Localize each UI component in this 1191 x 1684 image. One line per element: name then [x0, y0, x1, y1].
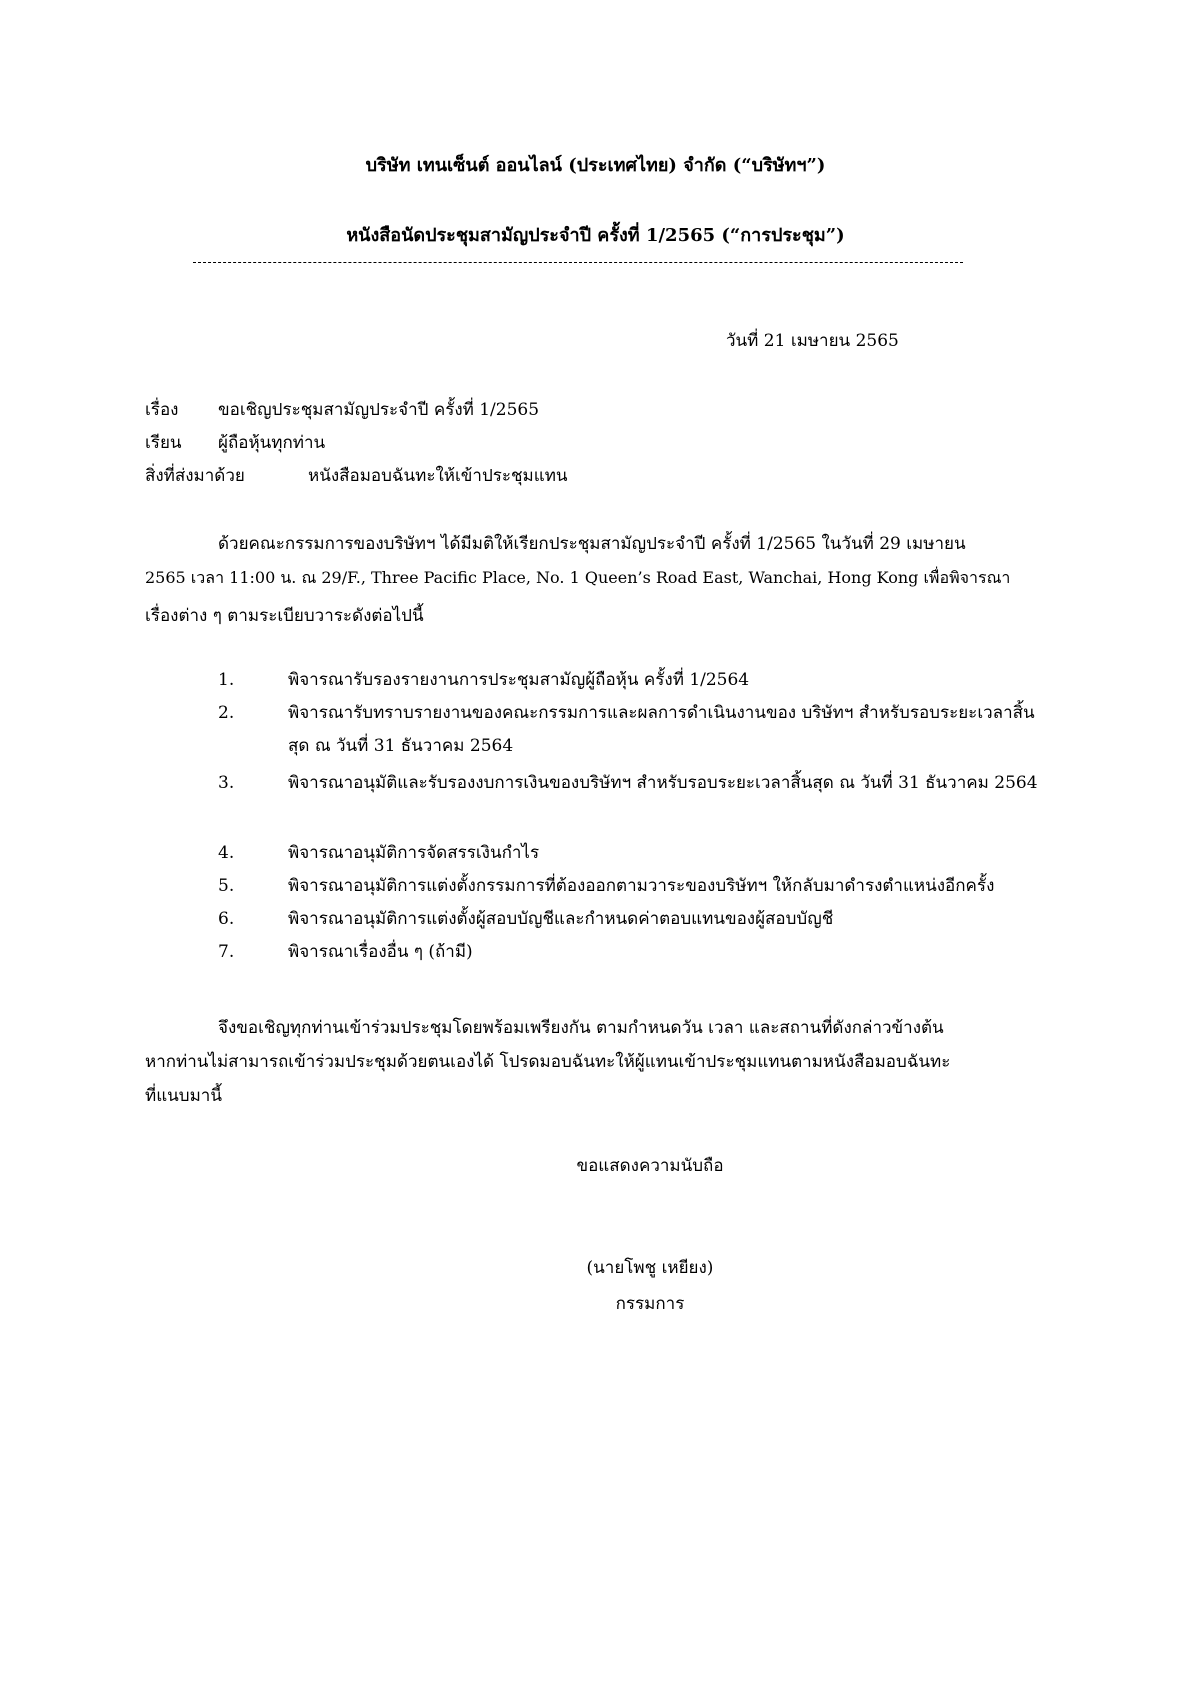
agenda-item: พิจารณาอนุมัติการแต่งตั้งกรรมการที่ต้องออกตามวาระของบริษัทฯ ให้กลับมาดำรงตำแหน่งอีกครั้ง: [288, 876, 995, 896]
intro-line-3: เรื่องต่าง ๆ ตามระเบียบวาระดังต่อไปนี้: [145, 606, 424, 626]
agenda-item: พิจารณาอนุมัติและรับรองงบการเงินของบริษัทฯ สำหรับรอบระยะเวลาสิ้นสุด ณ วันที่ 31 ธันวาคม 2564: [288, 773, 1038, 793]
agenda-number: 3.: [218, 773, 235, 793]
document-title: หนังสือนัดประชุมสามัญประจำปี ครั้งที่ 1/2565 (“การประชุม”): [346, 225, 845, 246]
regards: ขอแสดงความนับถือ: [576, 1156, 724, 1176]
document-date: วันที่ 21 เมษายน 2565: [726, 331, 899, 351]
closing-line-1: จึงขอเชิญทุกท่านเข้าร่วมประชุมโดยพร้อมเพรียงกัน ตามกำหนดวัน เวลา และสถานที่ดังกล่าวข้างต้น: [218, 1018, 944, 1038]
signatory-name: (นายโพชู เหยียง): [586, 1258, 714, 1278]
subject-value: ขอเชิญประชุมสามัญประจำปี ครั้งที่ 1/2565: [218, 400, 540, 420]
to-value: ผู้ถือหุ้นทุกท่าน: [218, 433, 326, 453]
divider: [193, 262, 963, 263]
enclosure-value: หนังสือมอบฉันทะให้เข้าประชุมแทน: [308, 466, 568, 486]
agenda-number: 6.: [218, 909, 235, 929]
intro-line-1: ด้วยคณะกรรมการของบริษัทฯ ได้มีมติให้เรียกประชุมสามัญประจำปี ครั้งที่ 1/2565 ในวันที่ 29 เมษายน: [218, 534, 966, 554]
to-label: เรียน: [145, 433, 182, 453]
subject-label: เรื่อง: [145, 400, 179, 420]
agenda-item: พิจารณาเรื่องอื่น ๆ (ถ้ามี): [288, 942, 473, 962]
agenda-item: พิจารณาอนุมัติการแต่งตั้งผู้สอบบัญชีและกำหนดค่าตอบแทนของผู้สอบบัญชี: [288, 909, 834, 929]
closing-line-3: ที่แนบมานี้: [145, 1086, 222, 1106]
enclosure-label: สิ่งที่ส่งมาด้วย: [145, 466, 245, 486]
agenda-number: 5.: [218, 876, 235, 896]
agenda-number: 4.: [218, 843, 235, 863]
agenda-number: 1.: [218, 670, 235, 690]
intro-line-2: 2565 เวลา 11:00 น. ณ 29/F., Three Pacific Place, No. 1 Queen’s Road East, Wanchai, Hong Kong เพื่อพิจารณา: [145, 568, 1011, 587]
company-heading: บริษัท เทนเซ็นต์ ออนไลน์ (ประเทศไทย) จำกัด (“บริษัทฯ”): [365, 155, 826, 176]
agenda-item: พิจารณารับทราบรายงานของคณะกรรมการและผลการดำเนินงานของ บริษัทฯ สำหรับรอบระยะเวลาสิ้นสุด ณ วันที่ 31 ธันวาคม 2564: [288, 703, 1035, 756]
signatory-position: กรรมการ: [615, 1294, 685, 1314]
agenda-number: 7.: [218, 942, 235, 962]
agenda-item: พิจารณารับรองรายงานการประชุมสามัญผู้ถือหุ้น ครั้งที่ 1/2564: [288, 670, 750, 690]
agenda-number: 2.: [218, 703, 235, 723]
closing-line-2: หากท่านไม่สามารถเข้าร่วมประชุมด้วยตนเองได้ โปรดมอบฉันทะให้ผู้แทนเข้าประชุมแทนตามหนังสือมอบฉันทะ: [145, 1052, 951, 1072]
agenda-item: พิจารณาอนุมัติการจัดสรรเงินกำไร: [288, 843, 540, 863]
